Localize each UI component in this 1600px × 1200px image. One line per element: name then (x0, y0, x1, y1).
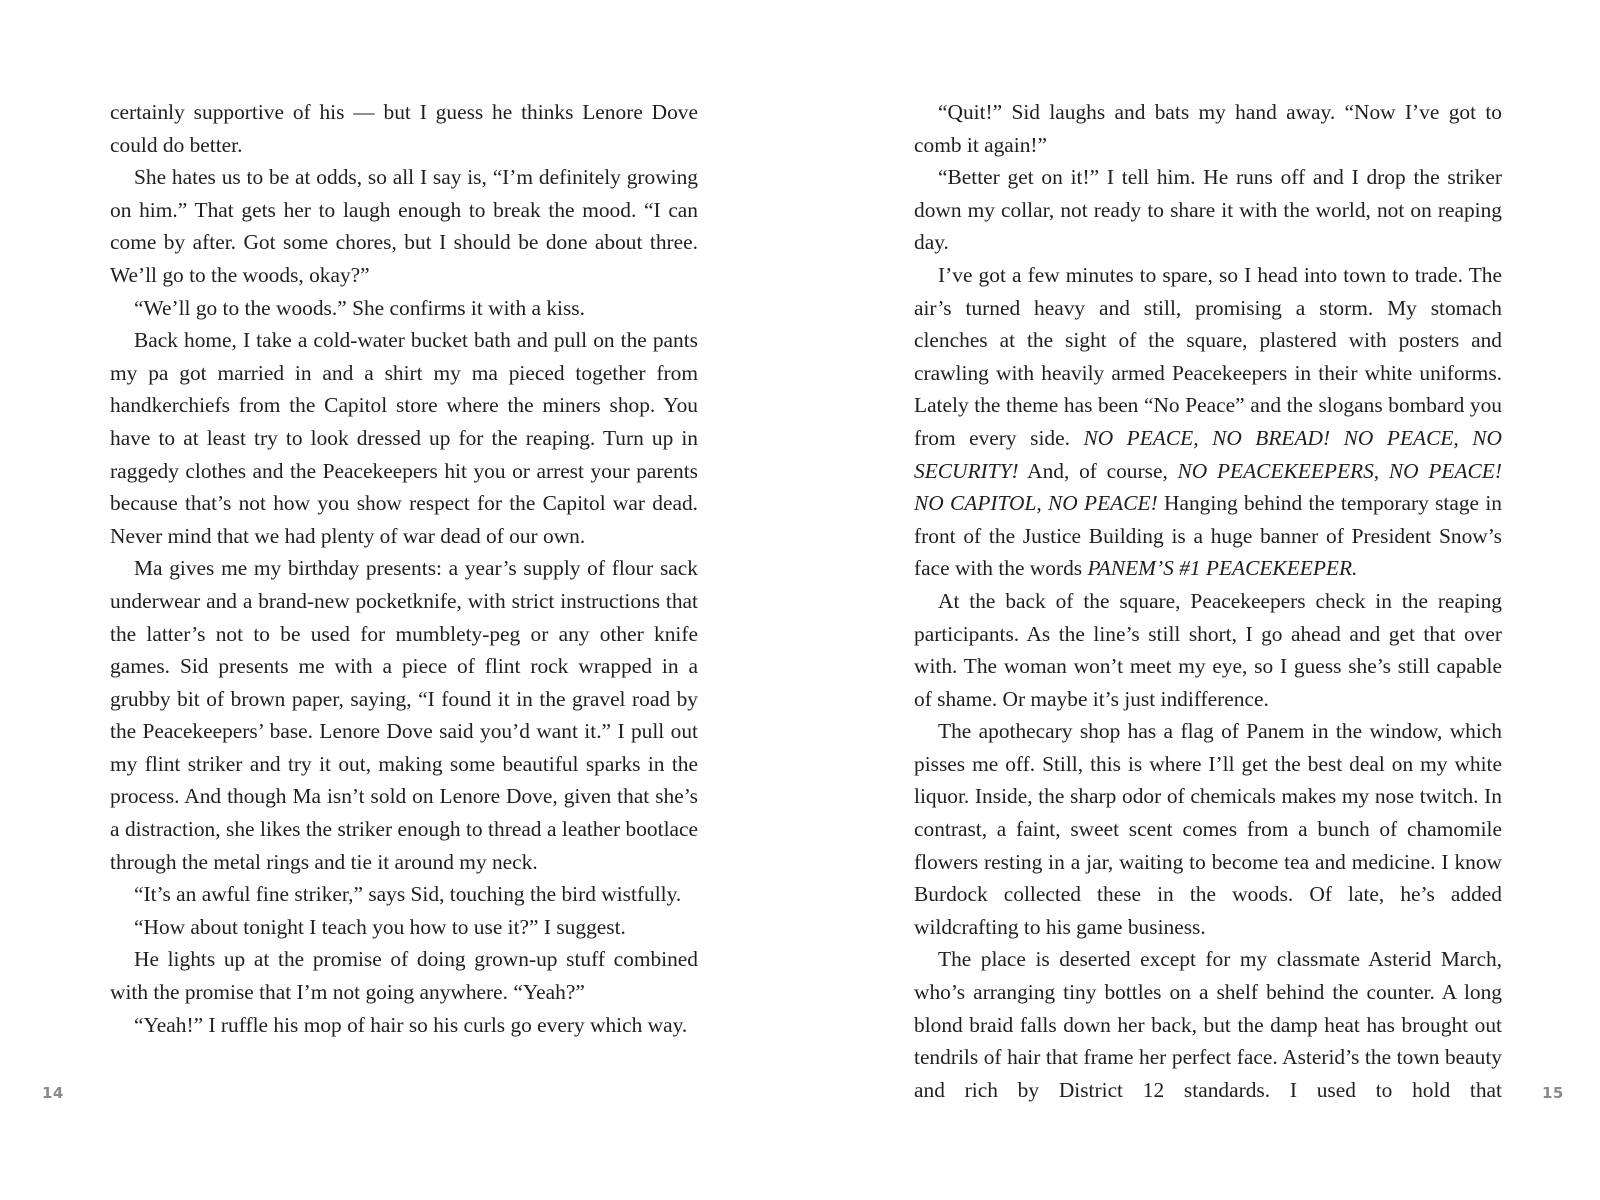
italic-text: PANEM’S #1 PEACEKEEPER. (1087, 556, 1358, 581)
text-run: “We’ll go to the woods.” She confirms it with a kiss. (134, 295, 585, 320)
text-run: certainly supportive of his — but I guess he thinks Lenore Dove could do better. (110, 100, 698, 157)
paragraph (110, 552, 698, 878)
text-run: I’ve got a few minutes to spare, so I head into town to trade. The air’s turned heavy and still, promising a storm. My stomach clenches at the sight of the square, plastered with posters and crawling with heavily armed Peacekeepers in their white uniforms. Lately the theme has been “No Peace” and the slogans bombard you from every side. (914, 262, 1502, 450)
text-run: “It’s an awful fine striker,” says Sid, touching the bird wistfully. (134, 882, 682, 907)
paragraph (110, 943, 698, 1008)
paragraph (914, 943, 1502, 1106)
paragraph (110, 878, 698, 911)
text-run: She hates us to be at odds, so all I say is, “I’m definitely growing on him.” That gets her to laugh enough to break the mood. “I can come by after. Got some chores, but I should be done about three. We’ll go to the woods, okay?” (110, 165, 698, 287)
text-run: “How about tonight I teach you how to use it?” I suggest. (134, 914, 626, 939)
paragraph (110, 324, 698, 552)
text-run: Back home, I take a cold-water bucket bath and pull on the pants my pa got married in and a shirt my ma pieced together from handkerchiefs from the Capitol store where the miners shop. You have to at least try to look dressed up for the reaping. Turn up in raggedy clothes and the Peacekeepers hit you or arrest your parents because that’s not how you show respect for the Capitol war dead. Never mind that we had plenty of war dead of our own. (110, 328, 698, 548)
text-run: “Quit!” Sid laughs and bats my hand away. “Now I’ve got to comb it again!” (914, 100, 1502, 157)
paragraph (914, 161, 1502, 259)
paragraph (914, 715, 1502, 943)
right-page (914, 96, 1502, 1106)
text-run: He lights up at the promise of doing grown-up stuff combined with the promise that I’m not going anywhere. “Yeah?” (110, 947, 698, 1005)
paragraph (914, 585, 1502, 715)
italic-text: NO PEACE, NO BREAD! NO PEACE, NO SECURITY! (914, 425, 1502, 483)
italic-text: NO PEACEKEEPERS, NO PEACE! NO CAPITOL, NO PEACE! (914, 458, 1502, 516)
text-run: “Better get on it!” I tell him. He runs off and I drop the striker down my collar, not ready to share it with the world, not on reaping day. (914, 165, 1502, 255)
paragraph (110, 1009, 698, 1042)
paragraph (914, 96, 1502, 161)
paragraph (110, 911, 698, 944)
paragraph (110, 161, 698, 291)
text-run: “Yeah!” I ruffle his mop of hair so his curls go every which way. (134, 1012, 688, 1037)
text-run: The place is deserted except for my classmate Asterid March, who’s arranging tiny bottles on a shelf behind the counter. A long blond braid falls down her back, but the damp heat has brought out tendrils of hair that frame her perfect face. Asterid’s the town beauty and rich by District 12 standards. I used to hold that (914, 947, 1502, 1102)
text-run: Ma gives me my birthday presents: a year’s supply of flour sack underwear and a brand-new pocketknife, with strict instructions that the latter’s not to be used for mumblety-peg or any other knife games. Sid presents me with a piece of flint rock wrapped in a grubby bit of brown paper, saying, “I found it in the gravel road by the Peacekeepers’ base. Lenore Dove said you’d want it.” I pull out my flint striker and try it out, making some beautiful sparks in the process. And though Ma isn’t sold on Lenore Dove, given that she’s a distraction, she likes the striker enough to thread a leather bootlace through the metal rings and tie it around my neck. (110, 556, 698, 874)
text-run: The apothecary shop has a flag of Panem in the window, which pisses me off. Still, this is where I’ll get the best deal on my white liquor. Inside, the sharp odor of chemicals makes my nose twitch. In contrast, a faint, sweet scent comes from a bunch of chamomile flowers resting in a jar, waiting to become tea and medicine. I know Burdock collected these in the woods. Of late, he’s added wildcrafting to his game business. (914, 719, 1502, 939)
paragraph (914, 259, 1502, 585)
paragraph (110, 96, 698, 161)
paragraph (110, 292, 698, 325)
page-number-right: 15 (1542, 1084, 1564, 1102)
text-run: At the back of the square, Peacekeepers check in the reaping participants. As the line’s still short, I go ahead and get that over with. The woman won’t meet my eye, so I guess she’s still capable of shame. Or maybe it’s just indifference. (914, 588, 1502, 711)
left-page (110, 96, 698, 1041)
text-run: Hanging behind the temporary stage in front of the Justice Building is a huge banner of President Snow’s face with the words (914, 491, 1502, 581)
page-number-left: 14 (42, 1084, 64, 1102)
text-run: And, of course, (1018, 458, 1178, 483)
